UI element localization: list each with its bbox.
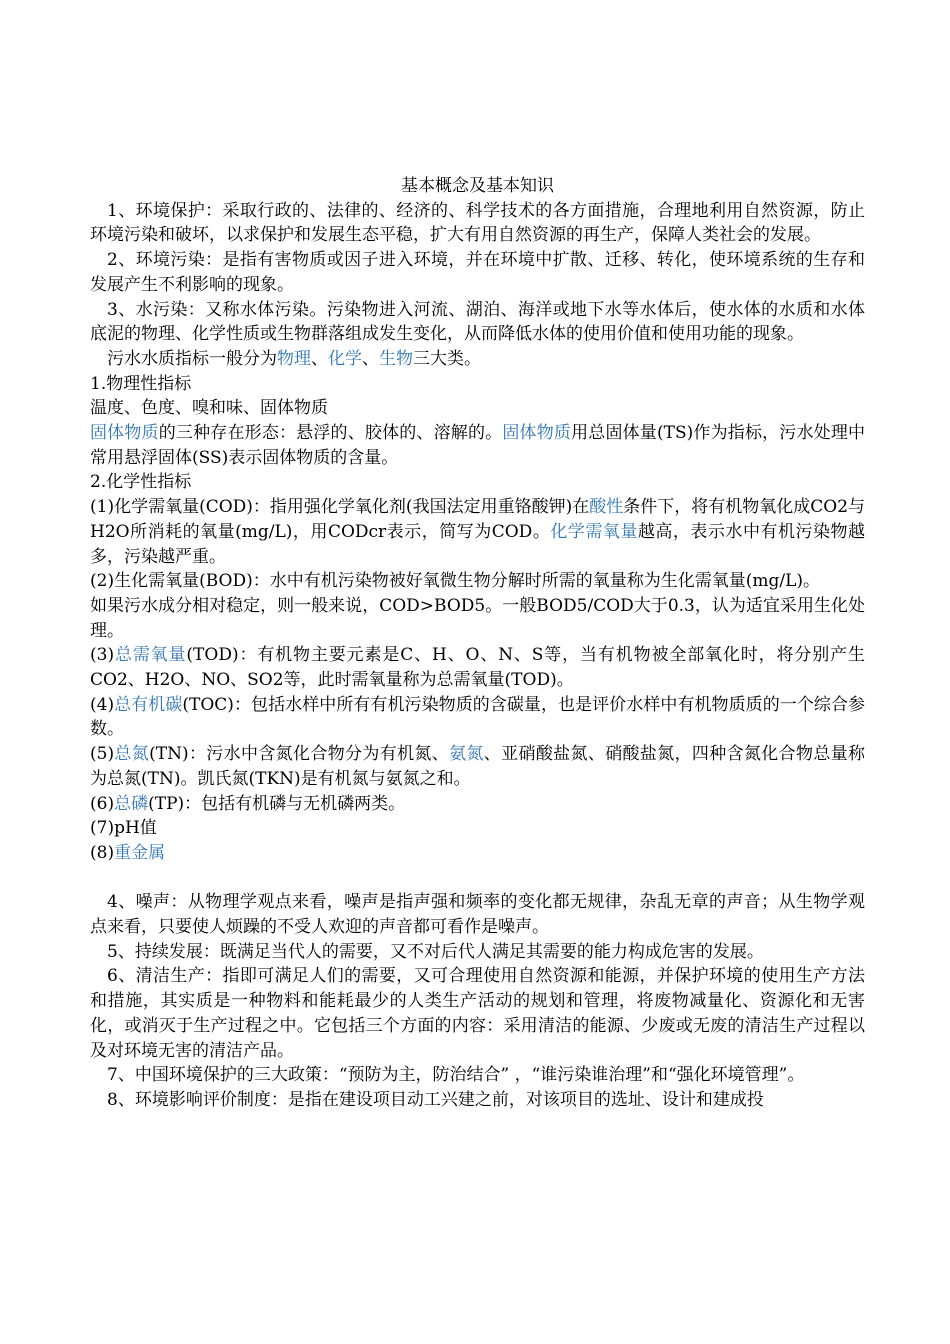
link-solid-matter-2: 固体物质 [502, 423, 572, 444]
text-run: 越高，表示水中有机污染物越多，污染越严重。 [90, 521, 865, 567]
para-tp [90, 792, 865, 817]
para-three-policies: 7、中国环境保护的三大政策：“预防为主，防治结合” ，“谁污染谁治理”和“强化环境管理”。 [107, 1065, 805, 1086]
text-run: (1)化学需氧量(COD)：指用强化学氧化剂(我国法定用重铬酸钾)在 [90, 497, 590, 518]
para-heavy-metals [90, 841, 865, 866]
para-sustainable-development: 5、持续发展：既满足当代人的需要，又不对后代人满足其需要的能力构成危害的发展。 [107, 941, 764, 962]
document-title: 基本概念及基本知识 [401, 176, 554, 196]
text-run: 条件下，将有机物氧化成CO2与H2O所消耗的氧量(mg/L)，用CODcr表示，简写为COD。 [90, 497, 866, 542]
link-tod: 总需氧量 [114, 645, 187, 666]
blank-line [90, 866, 865, 891]
para-solid-matter [90, 421, 865, 470]
para-bod: (2)生化需氧量(BOD)：水中有机污染物被好氧微生物分解时所需的氧量称为生化需氧量(mg/L)。 [90, 571, 821, 592]
text-run: (TOD)：有机物主要元素是C、H、O、N、S等，当有机物被全部氧化时，将分别产生CO2、H2O、NO、SO2等，此时需氧量称为总需氧量(TOD)。 [90, 645, 865, 691]
link-cod: 化学需氧量 [550, 521, 638, 542]
document-page [90, 174, 865, 1113]
text-run: (TN)：污水中含氮化合物分为有机氮、 [149, 744, 450, 765]
link-physical: 物理 [277, 348, 311, 369]
link-tn: 总氮 [114, 744, 150, 765]
text-run: (TOC)：包括水样中所有有机污染物质的含碳量，也是评价水样中有机物质质的一个综合参数。 [90, 694, 865, 740]
link-chemical: 化学 [328, 348, 362, 369]
para-tod [90, 643, 865, 692]
link-biological: 生物 [379, 348, 413, 369]
text-run: 、 [311, 348, 328, 369]
text-run: (3) [90, 645, 115, 666]
heading-chemical-indices: 2.化学性指标 [90, 472, 192, 493]
para-toc [90, 693, 865, 742]
text-run: 的三种存在形态：悬浮的、胶体的、溶解的。 [158, 423, 503, 444]
para-ph: (7)pH值 [90, 818, 157, 839]
text-run: 三大类。 [413, 348, 481, 369]
link-heavy-metals: 重金属 [114, 842, 166, 863]
heading-physical-indices: 1.物理性指标 [90, 373, 192, 394]
para-clean-production: 6、清洁生产：指即可满足人们的需要，又可合理使用自然资源和能源，并保护环境的使用生产方法和措施，其实质是一种物料和能耗最少的人类生产活动的规划和管理，将废物减量化、资源化和无害化，或消灭于生产过程之中。它包括三个方面的内容：采用清洁的能源、少废或无废的清洁生产过程以及对环境无害的清洁产品。 [90, 966, 865, 1061]
link-solid-matter: 固体物质 [90, 423, 159, 444]
para-cod [90, 495, 865, 569]
text-run: 污水水质指标一般分为 [107, 348, 277, 369]
text-run: (8) [90, 842, 115, 863]
para-tn [90, 742, 865, 791]
text-run: 用总固体量(TS)作为指标，污水处理中常用悬浮固体(SS)表示固体物质的含量。 [90, 423, 866, 468]
link-toc: 总有机碳 [114, 694, 183, 715]
text-run: (4) [90, 694, 115, 715]
para-water-pollution: 3、水污染：又称水体污染。污染物进入河流、湖泊、海洋或地下水等水体后，使水体的水质和水体底泥的物理、化学性质或生物群落组成发生变化，从而降低水体的使用价值和使用功能的现象。 [90, 299, 865, 345]
text-run: 、 [362, 348, 379, 369]
para-environmental-pollution: 2、环境污染：是指有害物质或因子进入环境，并在环境中扩散、迁移、转化，使环境系统的生存和发展产生不利影响的现象。 [90, 250, 865, 295]
link-ammonia: 氨氮 [449, 744, 484, 765]
text-run: (5) [90, 744, 115, 765]
text-run: (6) [90, 793, 115, 814]
text-run: (TP)：包括有机磷与无机磷两类。 [148, 793, 406, 814]
para-noise: 4、噪声：从物理学观点来看，噪声是指声强和频率的变化都无规律，杂乱无章的声音；从生物学观点来看，只要使人烦躁的不受人欢迎的声音都可看作是噪声。 [90, 892, 865, 938]
link-acidic: 酸性 [589, 497, 624, 518]
para-bod-note: 如果污水成分相对稳定，则一般来说，COD>BOD5。一般BOD5/COD大于0.3，认为适宜采用生化处理。 [90, 595, 865, 641]
para-environmental-protection: 1、环境保护：采取行政的、法律的、经济的、科学技术的各方面措施，合理地利用自然资源，防止环境污染和破坏，以求保护和发展生态平稳，扩大有用自然资源的再生产，保障人类社会的发展。 [90, 200, 865, 246]
link-tp: 总磷 [114, 793, 149, 814]
para-water-quality-indices [90, 347, 865, 372]
text-run: 、亚硝酸盐氮、硝酸盐氮，四种含氮化合物总量称为总氮(TN)。凯氏氮(TKN)是有机氮与氨氮之和。 [90, 744, 866, 789]
para-eia-system: 8、环境影响评价制度：是指在建设项目动工兴建之前，对该项目的选址、设计和建成投 [107, 1090, 764, 1110]
physical-indices-list: 温度、色度、嗅和味、固体物质 [90, 398, 328, 419]
